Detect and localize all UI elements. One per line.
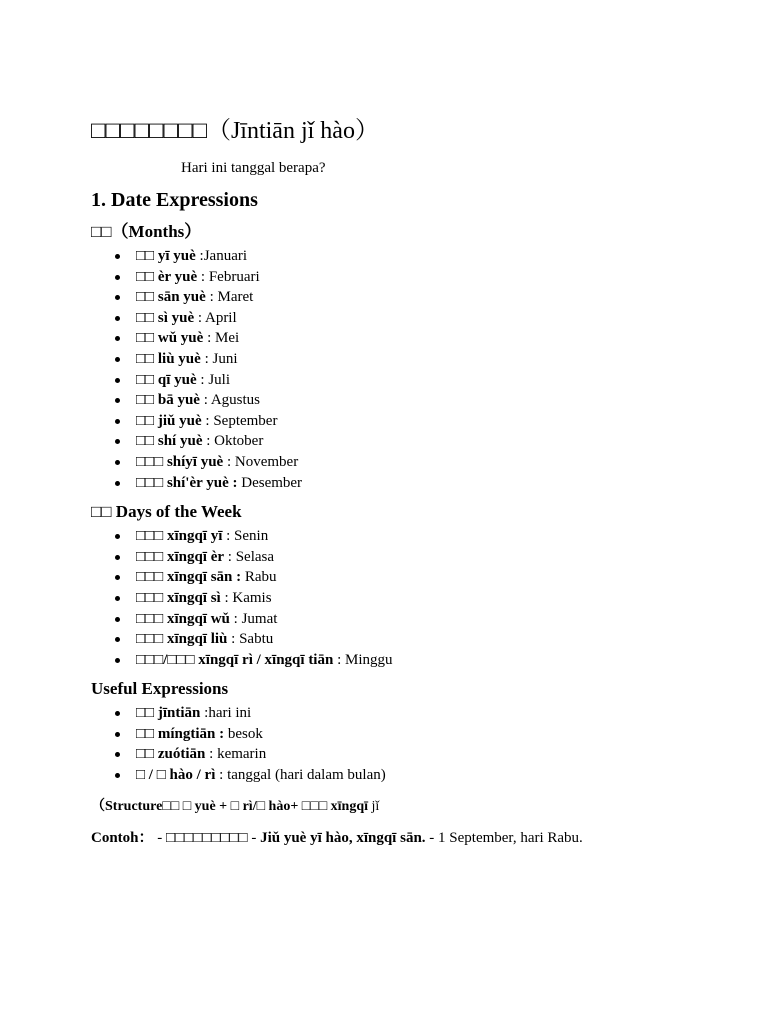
item-pinyin: wǔ yuè — [157, 330, 204, 347]
list-item — [136, 328, 731, 349]
months-heading: □□（Months） — [91, 222, 202, 241]
item-meaning: Februari — [208, 268, 260, 285]
item-meaning: Juni — [212, 350, 238, 367]
list-item — [136, 744, 731, 765]
example-line — [91, 828, 731, 848]
item-separator: : — [222, 528, 235, 545]
list-item — [136, 703, 731, 724]
item-hanzi: □□ — [136, 248, 155, 264]
list-item — [136, 431, 731, 452]
list-item — [136, 267, 731, 288]
page-title: □□□□□□□□（Jīntiān jǐ hào） — [91, 118, 379, 144]
item-separator: : — [229, 610, 242, 627]
useful-expressions-heading: Useful Expressions — [91, 679, 229, 699]
item-meaning: hari ini — [208, 705, 252, 722]
item-pinyin: jīntiān — [157, 705, 201, 722]
item-hanzi: □□ — [136, 433, 155, 450]
item-separator: : — [195, 248, 204, 264]
item-separator: : — [199, 392, 211, 409]
item-pinyin: xīngqī sì — [166, 589, 221, 606]
example-pinyin: Jiǔ yuè yī hào, xīngqī sān. — [260, 829, 426, 846]
item-hanzi: □□ — [136, 330, 155, 347]
item-hanzi: □ / □ — [136, 767, 166, 784]
list-item — [136, 473, 731, 494]
item-meaning: November — [234, 453, 299, 470]
days-heading: □□ Days of the Week — [91, 502, 242, 522]
document-page — [91, 112, 731, 848]
item-meaning: Juli — [208, 371, 230, 388]
item-separator: : — [223, 453, 235, 470]
item-separator: : — [201, 412, 214, 429]
item-separator: : — [205, 289, 218, 306]
item-meaning: Jumat — [241, 610, 278, 627]
item-meaning: Sabtu — [239, 631, 274, 648]
item-hanzi: □□ — [136, 309, 155, 326]
item-hanzi: □□□ — [136, 548, 164, 565]
item-hanzi: □□ — [136, 350, 155, 367]
item-pinyin: míngtiān : — [157, 725, 225, 742]
item-pinyin: liù yuè — [157, 350, 201, 367]
item-hanzi: □□ — [136, 371, 155, 388]
useful-expressions-list — [91, 703, 731, 785]
months-list — [91, 246, 731, 493]
item-pinyin: xīngqī yī — [166, 528, 223, 545]
item-pinyin: èr yuè — [157, 268, 198, 285]
item-separator: : — [227, 631, 240, 648]
list-item — [136, 287, 731, 308]
list-item — [136, 390, 731, 411]
list-item — [136, 609, 731, 630]
item-pinyin: xīngqī wǔ — [166, 610, 230, 627]
example-dash: - — [153, 829, 167, 846]
item-separator: : — [200, 350, 213, 367]
item-pinyin: bā yuè — [157, 392, 200, 409]
item-separator: : — [203, 330, 215, 347]
item-separator: : — [220, 589, 233, 606]
list-item — [136, 308, 731, 329]
section-heading-date-expressions: 1. Date Expressions — [91, 189, 258, 211]
list-item — [136, 765, 731, 786]
item-meaning: tanggal (hari dalam bulan) — [227, 767, 386, 784]
item-pinyin: yī yuè — [157, 248, 196, 264]
item-separator: : — [194, 309, 205, 326]
item-meaning: Selasa — [235, 548, 275, 565]
item-pinyin: xīngqī èr — [166, 548, 225, 565]
item-meaning: Kamis — [232, 589, 272, 606]
item-pinyin: zuótiān — [157, 746, 206, 763]
item-meaning: Rabu — [244, 569, 277, 586]
item-hanzi: □□ — [136, 289, 155, 306]
item-hanzi: □□ — [136, 746, 155, 763]
item-hanzi: □□□ — [136, 453, 164, 470]
item-hanzi: □□ — [136, 725, 155, 742]
structure-line — [91, 797, 731, 817]
item-meaning: Senin — [234, 528, 269, 545]
item-meaning: Januari — [203, 248, 248, 264]
list-item — [136, 547, 731, 568]
item-pinyin: xīngqī sān : — [166, 569, 242, 586]
item-meaning: Desember — [241, 474, 303, 491]
list-item — [136, 526, 731, 547]
item-meaning: April — [204, 309, 237, 326]
item-separator: : — [215, 767, 228, 784]
item-hanzi: □□ — [136, 268, 155, 285]
item-hanzi: □□ — [136, 705, 155, 722]
item-hanzi: □□□ — [136, 589, 164, 606]
item-pinyin: shí'èr yuè : — [166, 474, 238, 491]
list-item — [136, 650, 731, 671]
item-pinyin: hào / rì — [169, 767, 216, 784]
list-item — [136, 349, 731, 370]
example-hanzi: □□□□□□□□□ — [166, 829, 248, 846]
item-hanzi: □□□ — [136, 569, 164, 586]
item-hanzi: □□ — [136, 412, 155, 429]
item-hanzi: □□□ — [136, 528, 164, 545]
item-meaning: Minggu — [345, 651, 393, 668]
list-item — [136, 567, 731, 588]
structure-formula: （Structure□□ □ yuè + □ rì/□ hào+ □□□ xīngqī — [91, 798, 369, 814]
list-item — [136, 370, 731, 391]
item-pinyin: shíyī yuè — [166, 453, 224, 470]
item-meaning: besok — [227, 725, 263, 742]
list-item — [136, 629, 731, 650]
example-meaning: 1 September, hari Rabu. — [438, 829, 583, 846]
item-pinyin: shí yuè — [157, 433, 203, 450]
example-dash: - — [425, 829, 439, 846]
list-item — [136, 724, 731, 745]
example-label: Contoh： — [91, 829, 154, 846]
item-hanzi: □□□ — [136, 631, 164, 648]
item-meaning: Maret — [217, 289, 254, 306]
item-separator: : — [205, 746, 218, 763]
page-subtitle: Hari ini tanggal berapa? — [181, 160, 326, 176]
item-pinyin: sān yuè — [157, 289, 206, 306]
item-hanzi: □□□ — [136, 610, 164, 627]
item-pinyin: xīngqī rì / xīngqī tiān — [198, 651, 334, 668]
item-separator: : — [333, 651, 345, 668]
item-hanzi: □□ — [136, 392, 155, 409]
item-separator: : — [196, 371, 209, 388]
item-hanzi: □□□ — [136, 474, 164, 491]
item-separator: : — [202, 433, 215, 450]
days-list — [91, 526, 731, 670]
item-pinyin: jiǔ yuè — [157, 412, 202, 429]
item-meaning: Agustus — [210, 392, 260, 409]
list-item — [136, 246, 731, 267]
structure-tail: jǐ — [368, 798, 380, 814]
item-separator: : — [224, 548, 236, 565]
example-dash: - — [247, 829, 261, 846]
item-meaning: kemarin — [217, 746, 267, 763]
item-pinyin: qī yuè — [157, 371, 197, 388]
item-pinyin: sì yuè — [157, 309, 195, 326]
item-meaning: Mei — [214, 330, 240, 347]
list-item — [136, 588, 731, 609]
item-meaning: Oktober — [214, 433, 264, 450]
list-item — [136, 452, 731, 473]
item-separator: : — [200, 705, 209, 722]
list-item — [136, 411, 731, 432]
item-meaning: September — [213, 412, 278, 429]
item-pinyin: xīngqī liù — [166, 631, 228, 648]
item-hanzi: □□□/□□□ — [136, 651, 195, 668]
item-separator: : — [197, 268, 209, 285]
